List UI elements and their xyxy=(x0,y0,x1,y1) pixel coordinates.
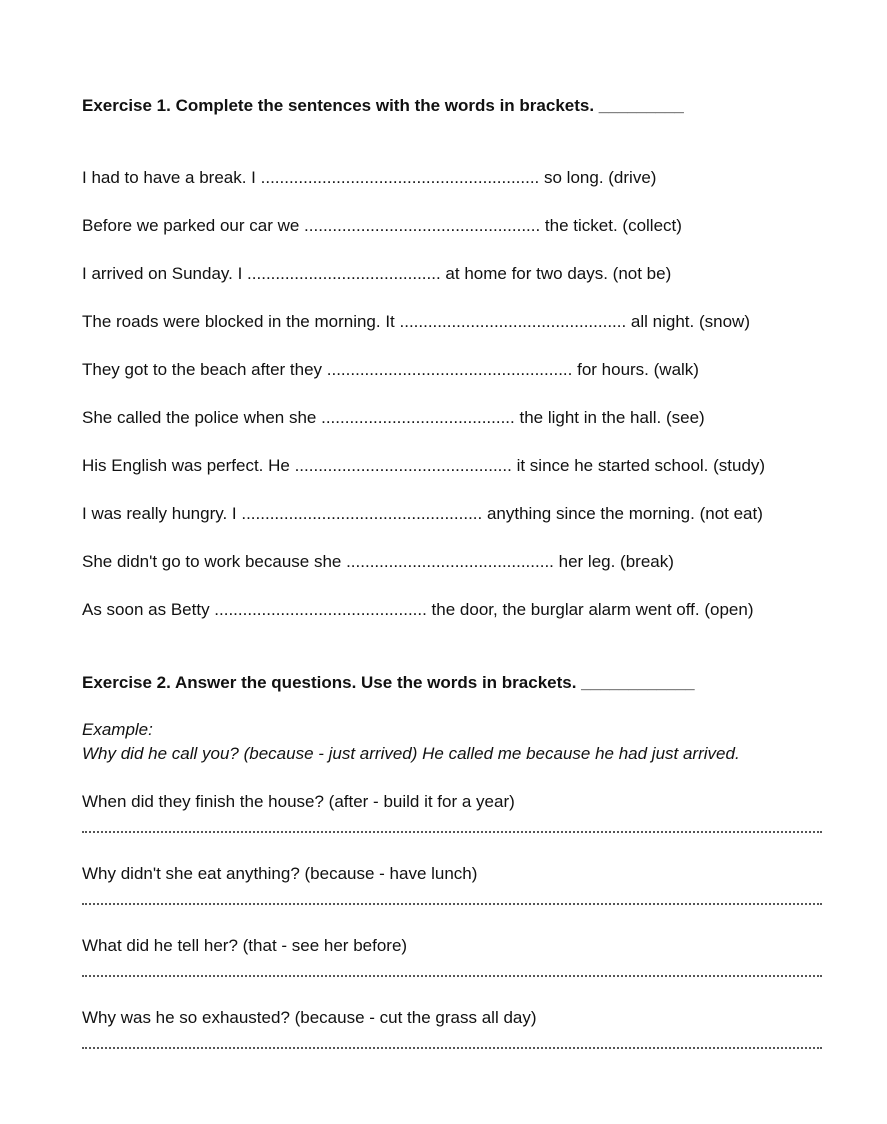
exercise-1-sentence: I was really hungry. I ................................................... anything since the morning. (not eat) xyxy=(82,504,763,523)
exercise-1-sentence: She called the police when she ......................................... the light in the hall. (see) xyxy=(82,408,705,427)
answer-line[interactable] xyxy=(82,829,822,833)
answer-line[interactable] xyxy=(82,1045,822,1049)
exercise-2-question: What did he tell her? (that - see her before) xyxy=(82,936,408,955)
exercise-2-question: Why was he so exhausted? (because - cut the grass all day) xyxy=(82,1008,537,1027)
exercise-1-sentence: His English was perfect. He .............................................. it since he started school. (study) xyxy=(82,456,766,475)
exercise-2-question: When did they finish the house? (after - build it for a year) xyxy=(82,792,515,811)
example-label: Example: xyxy=(82,720,153,739)
answer-line[interactable] xyxy=(82,901,822,905)
exercise-1-sentence: She didn't go to work because she ............................................ her leg. (break) xyxy=(82,552,674,571)
exercise-1-sentence: The roads were blocked in the morning. It ................................................ all night. (snow) xyxy=(82,312,750,331)
answer-line[interactable] xyxy=(82,973,822,977)
exercise-1-sentence: They got to the beach after they .................................................... for hours. (walk) xyxy=(82,360,699,379)
exercise-1-sentence: I arrived on Sunday. I ......................................... at home for two days. (not be) xyxy=(82,264,672,283)
exercise-1-sentence: I had to have a break. I ........................................................... so long. (drive) xyxy=(82,168,657,187)
exercise-1-sentence: Before we parked our car we .................................................. the ticket. (collect) xyxy=(82,216,682,235)
exercise-1-heading: Exercise 1. Complete the sentences with the words in brackets. _________ xyxy=(82,96,684,115)
exercise-1-sentence: As soon as Betty ............................................. the door, the burglar alarm went off. (open) xyxy=(82,600,754,619)
exercise-2-heading: Exercise 2. Answer the questions. Use the words in brackets. ____________ xyxy=(82,673,695,692)
exercise-2-question: Why didn't she eat anything? (because - have lunch) xyxy=(82,864,478,883)
example-text: Why did he call you? (because - just arrived) He called me because he had just arrived. xyxy=(82,744,740,763)
